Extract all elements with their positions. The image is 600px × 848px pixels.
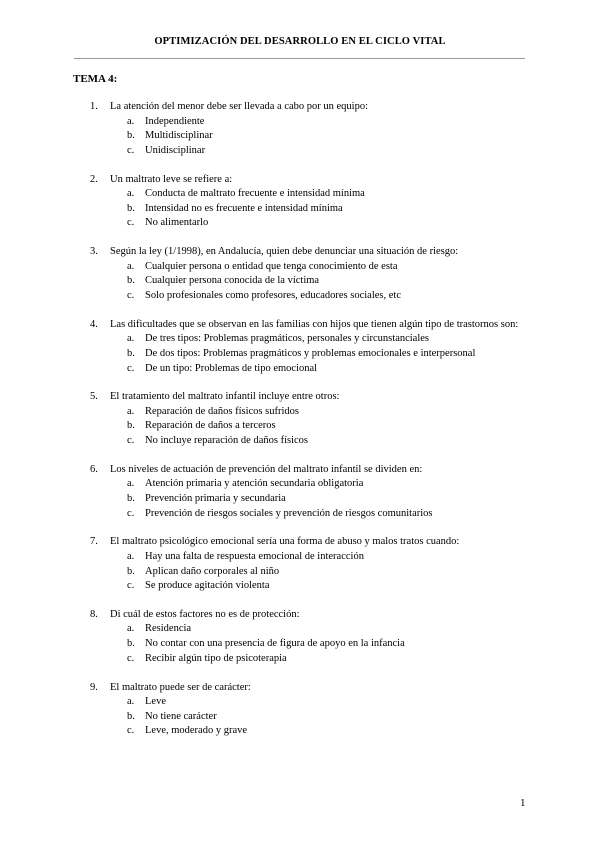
question-number: 6.	[90, 463, 98, 475]
option-letter: b.	[127, 275, 135, 287]
option-letter: a.	[127, 333, 135, 345]
question-number: 1.	[90, 101, 98, 112]
option-letter: c.	[127, 652, 135, 664]
answer-option	[0, 129, 600, 144]
answer-option	[0, 144, 600, 159]
option-text: Hay una falta de respuesta emocional de interacción	[145, 550, 364, 562]
question-item	[0, 390, 600, 449]
answer-options	[0, 332, 600, 376]
question-list	[0, 100, 600, 753]
option-letter: b.	[127, 493, 135, 504]
option-text: Solo profesionales como profesores, educadores sociales, etc	[145, 290, 401, 301]
question-text: El tratamiento del maltrato infantil incluye entre otros:	[110, 391, 340, 403]
question-number: 7.	[90, 536, 98, 548]
answer-option	[0, 202, 600, 217]
question-item	[0, 535, 600, 594]
option-letter: a.	[127, 188, 135, 200]
answer-option	[0, 507, 600, 522]
answer-option	[0, 405, 600, 420]
answer-option	[0, 565, 600, 580]
option-text: No contar con una presencia de figura de apoyo en la infancia	[145, 638, 405, 650]
option-text: De un tipo: Problemas de tipo emocional	[145, 362, 318, 374]
option-letter: c.	[127, 580, 135, 592]
option-letter: b.	[127, 347, 135, 359]
option-letter: a.	[127, 260, 135, 272]
answer-options	[0, 550, 600, 594]
option-letter: b.	[127, 565, 135, 577]
option-letter: c.	[127, 725, 135, 737]
question-item	[0, 100, 600, 159]
question-text: La atención del menor debe ser llevada a cabo por un equipo:	[110, 101, 369, 112]
option-letter: a.	[127, 550, 135, 562]
answer-option	[0, 274, 600, 289]
option-text: Prevención primaria y secundaria	[145, 493, 286, 504]
option-letter: a.	[127, 478, 135, 490]
question-number: 2.	[90, 173, 98, 185]
page-number: 1	[520, 797, 526, 809]
answer-options	[0, 115, 600, 159]
answer-option	[0, 637, 600, 652]
option-text: Aplican daño corporales al niño	[145, 565, 280, 577]
answer-option	[0, 710, 600, 725]
answer-option	[0, 347, 600, 362]
answer-options	[0, 622, 600, 666]
option-letter: c.	[127, 507, 135, 519]
option-text: Independiente	[145, 115, 205, 127]
option-text: Atención primaria y atención secundaria obligatoria	[145, 478, 364, 490]
header-divider	[74, 58, 525, 59]
answer-option	[0, 695, 600, 710]
option-text: Reparación de daños físicos sufridos	[145, 405, 299, 417]
question-text: El maltrato psicológico emocional sería una forma de abuso y malos tratos cuando:	[110, 536, 460, 548]
question-item	[0, 318, 600, 377]
page-header-title: OPTIMIZACIÓN DEL DESARROLLO EN EL CICLO VITAL	[154, 36, 446, 47]
option-text: Cualquier persona conocida de la víctima	[145, 275, 320, 287]
question-text: Di cuál de estos factores no es de protección:	[110, 608, 300, 620]
option-letter: c.	[127, 217, 135, 229]
question-number: 8.	[90, 608, 98, 620]
answer-option	[0, 216, 600, 231]
question-text: Un maltrato leve se refiere a:	[110, 173, 233, 185]
answer-option	[0, 550, 600, 565]
question-text: El maltrato puede ser de carácter:	[110, 681, 251, 693]
answer-option	[0, 187, 600, 202]
answer-options	[0, 260, 600, 304]
answer-options	[0, 405, 600, 449]
option-text: No alimentarlo	[145, 217, 209, 229]
answer-option	[0, 332, 600, 347]
option-text: De dos tipos: Problemas pragmáticos y problemas emocionales e interpersonal	[145, 347, 476, 359]
option-text: Leve	[145, 696, 166, 707]
answer-options	[0, 187, 600, 231]
answer-option	[0, 419, 600, 434]
option-text: Recibir algún tipo de psicoterapia	[145, 652, 287, 664]
option-letter: b.	[127, 710, 135, 722]
option-text: Unidisciplinar	[145, 144, 206, 156]
section-title: TEMA 4:	[73, 73, 118, 85]
question-item	[0, 245, 600, 304]
option-letter: b.	[127, 202, 135, 214]
option-letter: a.	[127, 696, 135, 707]
option-text: Se produce agitación violenta	[145, 580, 270, 592]
option-letter: c.	[127, 435, 135, 447]
answer-option	[0, 289, 600, 304]
answer-option	[0, 362, 600, 377]
option-text: Leve, moderado y grave	[145, 725, 248, 737]
question-text: Según la ley (1/1998), en Andalucía, quien debe denunciar una situación de riesgo:	[110, 246, 459, 258]
option-text: No incluye reparación de daños físicos	[145, 435, 308, 447]
answer-option	[0, 260, 600, 275]
answer-option	[0, 652, 600, 667]
question-item	[0, 173, 600, 232]
option-text: Cualquier persona o entidad que tenga conocimiento de esta	[145, 260, 398, 272]
answer-option	[0, 115, 600, 130]
question-text: Las dificultades que se observan en las familias con hijos que tienen algún tipo de trastornos son:	[110, 318, 519, 330]
option-text: Multidisciplinar	[145, 130, 213, 142]
answer-option	[0, 477, 600, 492]
answer-option	[0, 492, 600, 507]
answer-option	[0, 622, 600, 637]
option-text: Reparación de daños a terceros	[145, 420, 276, 432]
question-number: 9.	[90, 681, 98, 693]
option-letter: a.	[127, 623, 135, 635]
answer-option	[0, 434, 600, 449]
answer-option	[0, 724, 600, 739]
option-text: De tres tipos: Problemas pragmáticos, personales y circunstanciales	[145, 333, 430, 345]
question-number: 4.	[90, 318, 98, 330]
option-text: Residencia	[145, 623, 192, 635]
option-text: Prevención de riesgos sociales y prevención de riesgos comunitarios	[145, 507, 433, 519]
question-number: 5.	[90, 391, 98, 403]
option-letter: b.	[127, 420, 135, 432]
answer-options	[0, 695, 600, 739]
question-number: 3.	[90, 246, 98, 258]
option-letter: a.	[127, 115, 135, 127]
question-item	[0, 608, 600, 667]
option-text: Intensidad no es frecuente e intensidad mínima	[145, 202, 343, 214]
question-item	[0, 463, 600, 522]
option-letter: a.	[127, 405, 135, 417]
option-letter: b.	[127, 638, 135, 650]
question-text: Los niveles de actuación de prevención del maltrato infantil se dividen en:	[110, 463, 423, 475]
option-letter: c.	[127, 362, 135, 374]
option-letter: b.	[127, 130, 135, 142]
option-letter: c.	[127, 290, 135, 301]
question-item	[0, 681, 600, 740]
answer-option	[0, 579, 600, 594]
option-text: Conducta de maltrato frecuente e intensidad mínima	[145, 188, 365, 200]
answer-options	[0, 477, 600, 521]
option-text: No tiene carácter	[145, 710, 217, 722]
option-letter: c.	[127, 144, 135, 156]
